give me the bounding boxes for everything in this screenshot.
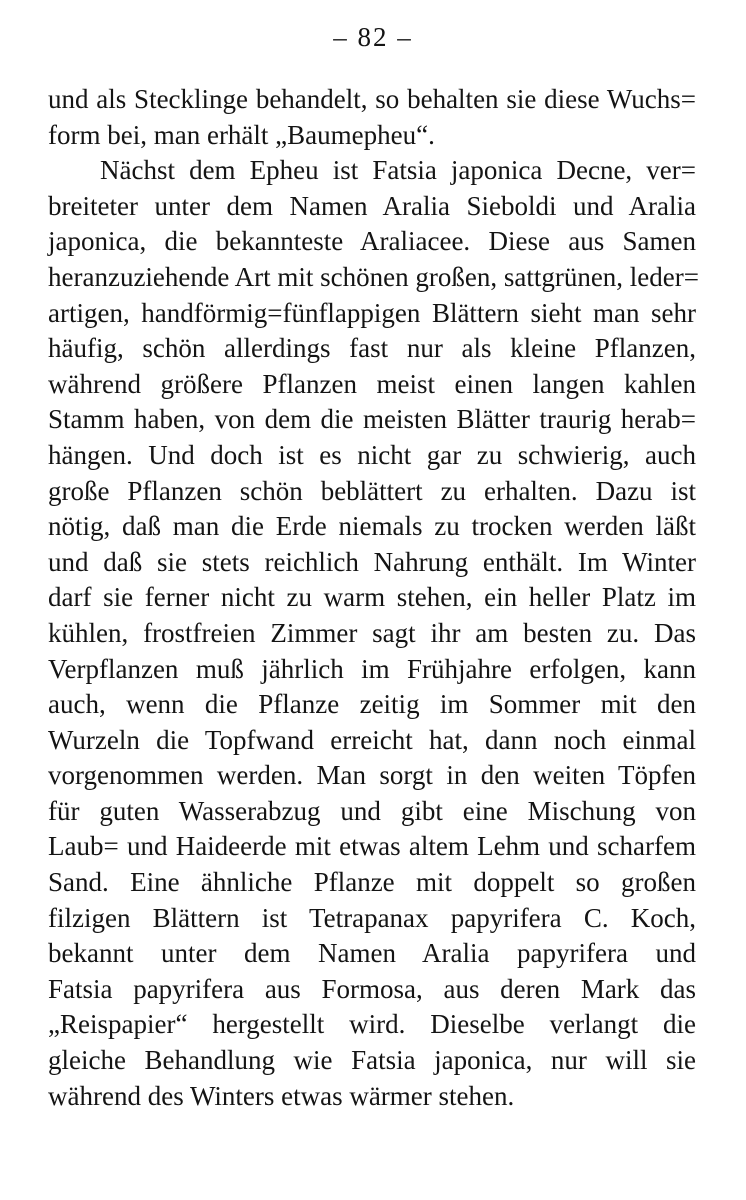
body-text	[48, 82, 699, 1114]
text-line: artigen, handförmig=fünflappigen Blättern sieht man sehr	[48, 297, 696, 328]
text-line: kühlen, frostfreien Zimmer sagt ihr am besten zu. Das	[48, 617, 696, 648]
text-line: Wurzeln die Topfwand erreicht hat, dann noch einmal	[48, 724, 696, 755]
text-line: und als Stecklinge behandelt, so behalten sie diese Wuchs=	[48, 84, 696, 114]
text-line: japonica, die bekannteste Araliacee. Diese aus Samen	[48, 226, 696, 257]
text-line: filzigen Blättern ist Tetrapanax papyrifera C. Koch,	[48, 902, 696, 933]
text-line: bekannt unter dem Namen Aralia papyrifera und	[48, 938, 696, 969]
text-line: während des Winters etwas wärmer stehen.	[48, 1080, 515, 1111]
text-line: darf sie ferner nicht zu warm stehen, ein heller Platz im	[48, 582, 696, 613]
text-line: nötig, daß man die Erde niemals zu trocken werden läßt	[48, 511, 696, 542]
text-line: hängen. Und doch ist es nicht gar zu schwierig, auch	[48, 439, 696, 470]
text-line: form bei, man erhält „Baumepheu“.	[48, 119, 435, 150]
text-line: heranzuziehende Art mit schönen großen, sattgrünen, leder=	[48, 261, 699, 292]
text-line: gleiche Behandlung wie Fatsia japonica, nur will sie	[48, 1045, 696, 1076]
text-line: Laub= und Haideerde mit etwas altem Lehm und scharfem	[48, 831, 696, 862]
text-line: für guten Wasserabzug und gibt eine Mischung von	[48, 795, 696, 826]
text-line: häufig, schön allerdings fast nur als kleine Pflanzen,	[48, 333, 696, 364]
text-line: Nächst dem Epheu ist Fatsia japonica Decne, ver=	[100, 155, 696, 186]
text-line: vorgenommen werden. Man sorgt in den weiten Töpfen	[48, 760, 696, 791]
text-line: „Reispapier“ hergestellt wird. Dieselbe verlangt die	[48, 1009, 696, 1040]
text-line: auch, wenn die Pflanze zeitig im Sommer mit den	[48, 689, 696, 720]
text-line: Stamm haben, von dem die meisten Blätter traurig herab=	[48, 404, 696, 435]
page-number: – 82 –	[333, 22, 413, 52]
text-line: Fatsia papyrifera aus Formosa, aus deren Mark das	[48, 973, 696, 1004]
text-line: breiteter unter dem Namen Aralia Sieboldi und Aralia	[48, 190, 696, 221]
text-line: und daß sie stets reichlich Nahrung enthält. Im Winter	[48, 546, 696, 577]
text-line: Verpflanzen muß jährlich im Frühjahre erfolgen, kann	[48, 653, 696, 684]
text-line: während größere Pflanzen meist einen langen kahlen	[48, 368, 696, 399]
text-line: große Pflanzen schön beblättert zu erhalten. Dazu ist	[48, 475, 696, 506]
text-line: Sand. Eine ähnliche Pflanze mit doppelt so großen	[48, 867, 696, 898]
